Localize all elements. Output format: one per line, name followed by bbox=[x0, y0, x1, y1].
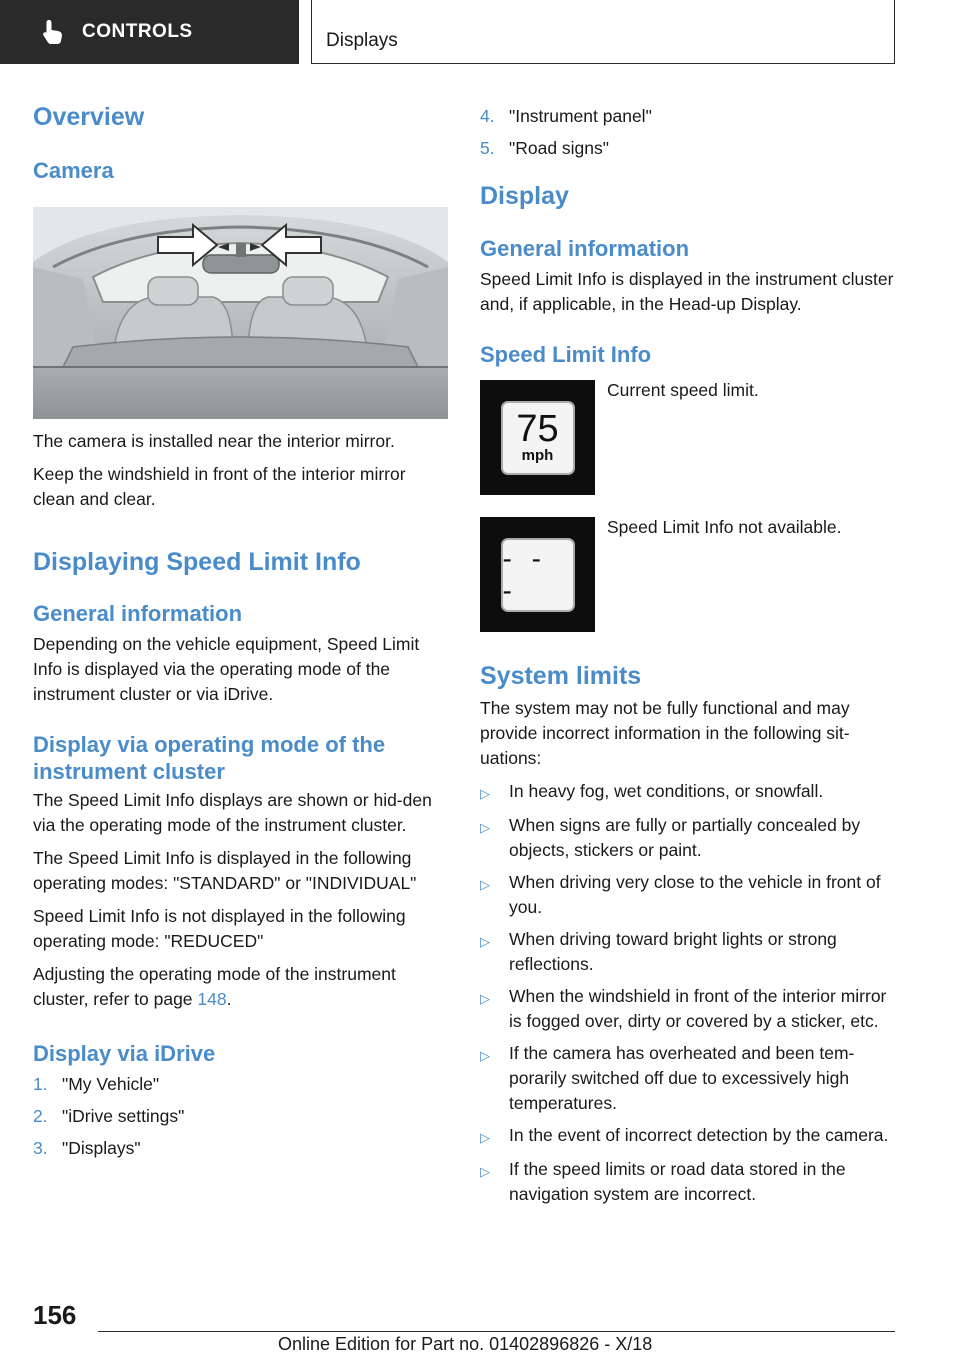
list-item: ▷ If the camera has overheated and been tem-porarily switched off due to excessively high temperatures. bbox=[480, 1041, 895, 1116]
idrive-steps-continued bbox=[480, 104, 895, 161]
operating-mode-paragraph-2: The Speed Limit Info is displayed in the following operating modes: "STANDARD" or "INDIVIDUAL" bbox=[33, 848, 417, 893]
bullet-triangle-icon: ▷ bbox=[480, 1130, 490, 1145]
general-info-text: Depending on the vehicle equipment, Speed Limit Info is displayed via the operating mode of the instrument cluster or via iDrive. bbox=[33, 634, 420, 704]
system-limits-intro: The system may not be fully functional and may provide incorrect information in the following sit-uations: bbox=[480, 698, 850, 768]
speed-limit-sign-icon bbox=[480, 380, 595, 495]
list-item: 5. "Road signs" bbox=[480, 138, 609, 158]
unavailable-sign-row bbox=[480, 517, 895, 632]
list-item: ▷ When signs are fully or partially concealed by objects, stickers or paint. bbox=[480, 813, 895, 863]
camera-heading: Camera bbox=[33, 158, 114, 183]
current-limit-text: Current speed limit. bbox=[607, 380, 759, 400]
overview-heading: Overview bbox=[33, 103, 145, 131]
page-ref-text: Adjusting the operating mode of the instrument cluster, refer to page bbox=[33, 964, 396, 1009]
general-info-heading-right: General information bbox=[480, 236, 690, 261]
camera-paragraph-2: Keep the windshield in front of the interior mirror clean and clear. bbox=[33, 464, 406, 509]
left-column bbox=[33, 96, 448, 1168]
bullet-triangle-icon: ▷ bbox=[480, 820, 490, 835]
bullet-triangle-icon: ▷ bbox=[480, 877, 490, 892]
list-item: ▷ If the speed limits or road data stored in the navigation system are incorrect. bbox=[480, 1157, 895, 1207]
bullet-triangle-icon: ▷ bbox=[480, 991, 490, 1006]
list-item: ▷ When driving very close to the vehicle in front of you. bbox=[480, 870, 895, 920]
operating-mode-paragraph-4 bbox=[33, 962, 448, 1012]
list-item: ▷ In the event of incorrect detection by the camera. bbox=[480, 1123, 895, 1150]
list-item: ▷ When the windshield in front of the interior mirror is fogged over, dirty or covered by a sticker, etc. bbox=[480, 984, 895, 1034]
system-limits-heading: System limits bbox=[480, 662, 642, 690]
speed-sign-row bbox=[480, 380, 895, 495]
list-item: 3. "Displays" bbox=[33, 1138, 141, 1158]
display-heading: Display bbox=[480, 182, 569, 210]
unavailable-text: Speed Limit Info not available. bbox=[607, 517, 842, 537]
no-speed-limit-sign-icon bbox=[480, 517, 595, 632]
footer-divider bbox=[98, 1331, 895, 1332]
page-ref-link[interactable]: 148 bbox=[197, 989, 227, 1009]
list-item: ▷ When driving toward bright lights or strong reflections. bbox=[480, 927, 895, 977]
bullet-triangle-icon: ▷ bbox=[480, 1164, 490, 1179]
system-limits-list bbox=[480, 779, 895, 1207]
page-header bbox=[0, 0, 960, 66]
bullet-triangle-icon: ▷ bbox=[480, 1048, 490, 1063]
list-item: ▷ In heavy fog, wet conditions, or snowfall. bbox=[480, 779, 895, 806]
list-item: 2. "iDrive settings" bbox=[33, 1106, 185, 1126]
edition-text: Online Edition for Part no. 01402896826 - X/18 bbox=[278, 1334, 653, 1354]
general-info-heading: General information bbox=[33, 601, 243, 626]
bullet-triangle-icon: ▷ bbox=[480, 786, 490, 801]
operating-mode-paragraph-1: The Speed Limit Info displays are shown or hid-den via the operating mode of the instrument cluster. bbox=[33, 790, 432, 835]
speed-limit-info-heading: Speed Limit Info bbox=[480, 342, 652, 367]
list-item: 1. "My Vehicle" bbox=[33, 1074, 160, 1094]
section-label: Displays bbox=[326, 30, 398, 51]
displaying-sli-heading: Displaying Speed Limit Info bbox=[33, 548, 361, 576]
general-info-text-right: Speed Limit Info is displayed in the instrument cluster and, if applicable, in the Head-up Display. bbox=[480, 269, 894, 314]
sign-unit: mph bbox=[521, 446, 554, 464]
page-ref-period: . bbox=[226, 989, 232, 1009]
right-column bbox=[480, 104, 895, 1214]
page-number: 156 bbox=[33, 1300, 77, 1330]
hand-pointer-icon bbox=[38, 17, 68, 47]
sign-dashes: - - - bbox=[502, 542, 547, 606]
bullet-triangle-icon: ▷ bbox=[480, 934, 490, 949]
camera-location-illustration bbox=[33, 207, 448, 419]
section-box bbox=[311, 0, 895, 64]
display-operating-mode-heading: Display via operating mode of the instrument cluster bbox=[33, 732, 386, 784]
list-item: 4. "Instrument panel" bbox=[480, 106, 652, 126]
display-idrive-heading: Display via iDrive bbox=[33, 1041, 216, 1066]
chapter-label: CONTROLS bbox=[82, 21, 193, 42]
idrive-steps bbox=[33, 1072, 448, 1161]
camera-paragraph-1: The camera is installed near the interior mirror. bbox=[33, 431, 395, 451]
operating-mode-paragraph-3: Speed Limit Info is not displayed in the following operating mode: "REDUCED" bbox=[33, 906, 406, 951]
chapter-tab bbox=[0, 0, 299, 64]
sign-number: 75 bbox=[516, 407, 559, 450]
